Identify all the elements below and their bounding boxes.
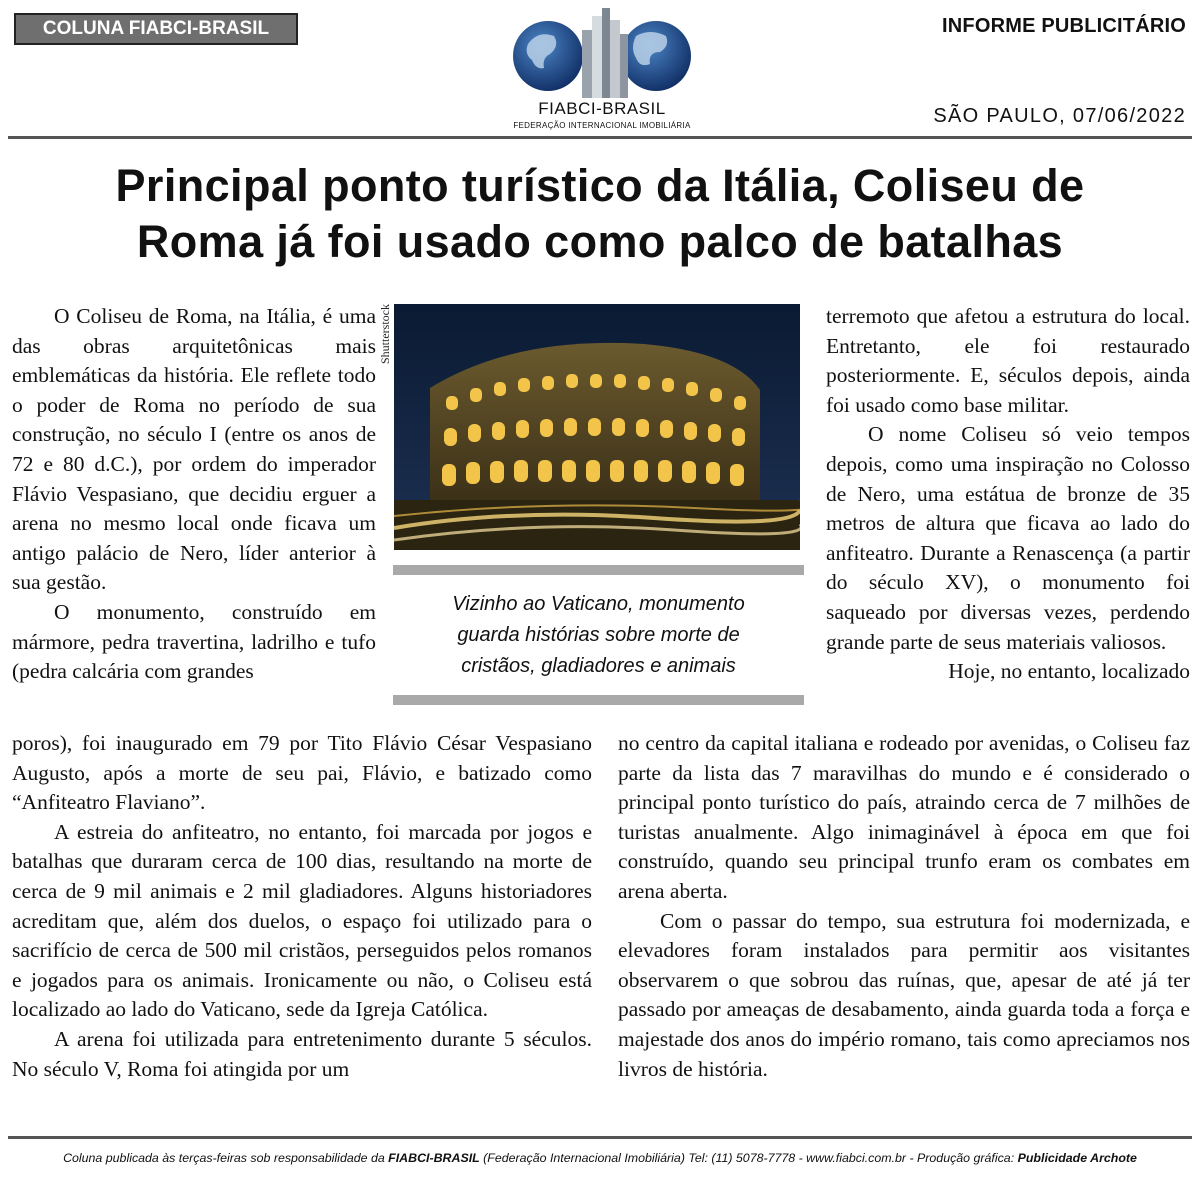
paragraph: O nome Coliseu só veio tempos depois, como uma inspiração no Colosso de Nero, uma estátua de bronze de 35 metros de altura que ficava ao lado do anfiteatro. Durante a Renascença (a partir do século XV), o monumento foi saqueado por diversas vezes, perdendo grande parte de seus materiais valiosos. xyxy=(826,422,1190,654)
article-column-1-lower xyxy=(12,729,592,1084)
paragraph: A arena foi utilizada para entretenimento durante 5 séculos. No século V, Roma foi atingida por um xyxy=(12,1026,592,1081)
footer-text: Coluna publicada às terças-feiras sob responsabilidade da xyxy=(63,1151,389,1165)
caption-line: guarda histórias sobre morte de xyxy=(457,624,740,646)
headline-line-1: Principal ponto turístico da Itália, Coliseu de xyxy=(115,160,1085,211)
footer-producer: Publicidade Archote xyxy=(1017,1151,1137,1165)
footer-text: (Federação Internacional Imobiliária) Tel: (11) 5078-7778 - www.fiabci.com.br - Produção gráfica: xyxy=(479,1151,1018,1165)
photo-caption xyxy=(393,589,804,682)
article-column-3 xyxy=(826,302,1190,687)
headline-line-2: Roma já foi usado como palco de batalhas xyxy=(136,216,1064,267)
footer-org: FIABCI-BRASIL xyxy=(388,1151,480,1165)
bottom-rule xyxy=(8,1136,1192,1139)
paragraph: terremoto que afetou a estrutura do local. Entretanto, ele foi restaurado posteriormente. E, séculos depois, ainda foi usado como base militar. xyxy=(826,304,1190,417)
paragraph: poros), foi inaugurado em 79 por Tito Flávio César Vespasiano Augusto, após a morte de seu pai, Flávio, e batizado como “Anfiteatro Flaviano”. xyxy=(12,731,592,815)
photo-credit: Shutterstock xyxy=(378,304,392,364)
logo-name: FIABCI-BRASIL xyxy=(538,99,666,118)
paragraph: O monumento, construído em mármore, pedra travertina, ladrilho e tufo (pedra calcária com grandes xyxy=(12,599,376,684)
caption-bar-top xyxy=(393,565,804,575)
footer xyxy=(8,1151,1192,1165)
globe-left-icon xyxy=(513,21,583,91)
paragraph: Hoje, no entanto, localizado xyxy=(948,659,1190,684)
building-icon xyxy=(582,8,628,98)
informe-publicitario: INFORME PUBLICITÁRIO xyxy=(942,15,1186,37)
colosseum-photo xyxy=(394,304,800,550)
top-rule xyxy=(8,136,1192,139)
paragraph: no centro da capital italiana e rodeado por avenidas, o Coliseu faz parte da lista das 7 maravilhas do mundo e é considerado o principal ponto turístico do país, atraindo cerca de 7 milhões de turistas anualmente. Algo inimaginável à época em que foi construído, quando seu principal trunfo eram os combates em arena aberta. xyxy=(618,731,1190,903)
article-column-1 xyxy=(12,302,376,687)
headline xyxy=(8,158,1192,270)
paragraph: A estreia do anfiteatro, no entanto, foi marcada por jogos e batalhas que duraram cerca de 100 dias, resultando na morte de cerca de 9 mil animais e 2 mil gladiadores. Alguns historiadores acreditam que, além dos duelos, o espaço foi utilizado para o sacrifício de cerca de 500 mil cristãos, perseguidos pelos romanos e jogados para os animais. Ironicamente ou não, o Coliseu está localizado ao lado do Vaticano, sede da Igreja Católica. xyxy=(12,819,592,1022)
dateline: SÃO PAULO, 07/06/2022 xyxy=(933,105,1186,127)
paragraph: O Coliseu de Roma, na Itália, é uma das obras arquitetônicas mais emblemáticas da história. Ele reflete todo o poder de Roma no período de sua construção, no século I (entre os anos de 72 e 80 d.C.), por ordem do imperador Flávio Vespasiano, que decidiu erguer a arena no mesmo local onde ficava um antigo palácio de Nero, líder anterior à sua gestão. xyxy=(12,304,376,595)
logo-subtitle: FEDERAÇÃO INTERNACIONAL IMOBILIÁRIA xyxy=(513,121,691,130)
article-column-3-lower xyxy=(618,729,1190,1084)
caption-line: cristãos, gladiadores e animais xyxy=(461,655,736,677)
caption-line: Vizinho ao Vaticano, monumento xyxy=(452,593,745,615)
paragraph: Com o passar do tempo, sua estrutura foi modernizada, e elevadores foram instalados para permitir aos visitantes observarem o que sobrou das ruínas, que, apesar de até já ter passado por ameaças de desabamento, ainda guarda toda a força e majestade dos anos do império romano, tais como apreciamos nos livros de história. xyxy=(618,908,1190,1081)
globe-right-icon xyxy=(621,21,691,91)
caption-bar-bottom xyxy=(393,695,804,705)
column-label: COLUNA FIABCI-BRASIL xyxy=(14,13,298,45)
